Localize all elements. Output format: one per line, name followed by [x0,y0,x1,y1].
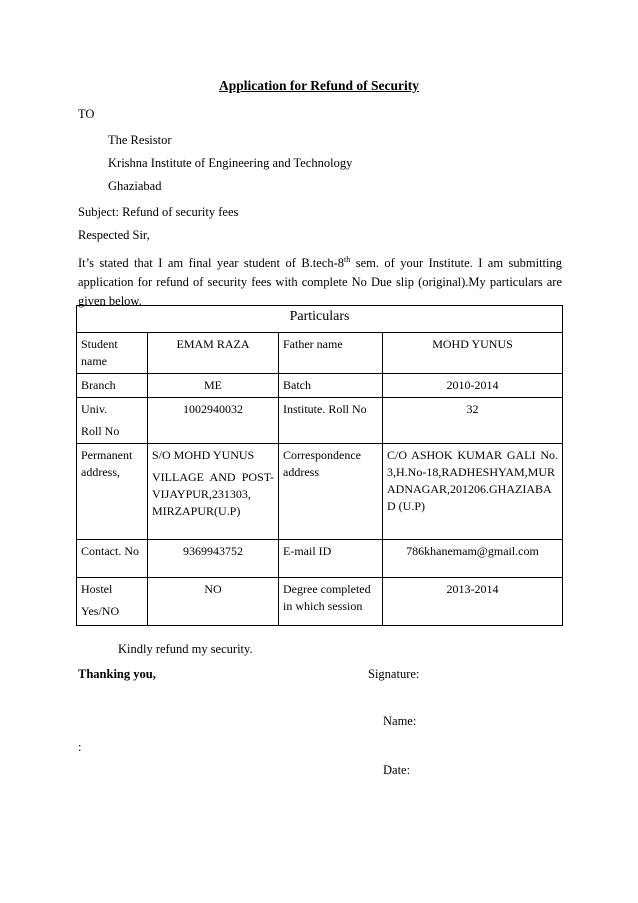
degree-session-label: Degree completed in which session [279,578,383,626]
univ-label: Univ. [81,402,108,416]
permanent-address-line-2: VILLAGE AND POST-VIJAYPUR,231303, MIRZAPUR(U.P) [152,470,274,518]
institute-roll-value: 32 [383,398,563,444]
table-row [77,398,563,444]
table-row [77,540,563,578]
branch-value: ME [148,374,279,398]
contact-value: 9369943752 [148,540,279,578]
addressee-line-3: Ghaziabad [108,179,162,193]
contact-label: Contact. No [77,540,148,578]
hostel-label-line-2: Yes/NO [81,604,120,618]
father-name-value: MOHD YUNUS [383,333,563,374]
subject-line: Subject: Refund of security fees [78,205,239,219]
hostel-label [77,578,148,626]
table-row [77,578,563,626]
body-paragraph: It’s stated that I am final year student of B.tech-8th sem. of your Institute. I am submitting application for refund of security fees with complete No Due slip (original).My particulars are given below. [78,255,563,309]
email-value: 786khanemam@gmail.com [383,540,563,578]
addressee-line-1: The Resistor [108,133,172,147]
batch-label: Batch [279,374,383,398]
permanent-address-label: Permanent address, [77,444,148,540]
student-name-value: EMAM RAZA [148,333,279,374]
addressee-line-2: Krishna Institute of Engineering and Technology [108,156,353,170]
kindly-refund-line: Kindly refund my security. [118,642,253,656]
univ-roll-label [77,398,148,444]
correspondence-address-value: C/O ASHOK KUMAR GALI No.3,H.No-18,RADHESHYAM,MURADNAGAR,201206.GHAZIABAD (U.P) [383,444,563,540]
institute-roll-label: Institute. Roll No [279,398,383,444]
permanent-address-line-1: S/O MOHD YUNUS [152,448,255,462]
hostel-value: NO [148,578,279,626]
table-row [77,374,563,398]
particulars-table [76,305,563,626]
hostel-label-line-1: Hostel [81,582,113,596]
roll-no-label: Roll No [81,424,120,438]
salutation: Respected Sir, [78,228,150,242]
table-heading: Particulars [77,306,563,333]
signature-label: Signature: [368,667,420,681]
document-title: Application for Refund of Security [218,78,419,93]
colon-mark: : [78,740,82,754]
date-label: Date: [383,763,411,777]
permanent-address-value [148,444,279,540]
name-label: Name: [383,714,417,728]
father-name-label: Father name [279,333,383,374]
univ-roll-value: 1002940032 [148,398,279,444]
correspondence-address-label: Correspondence address [279,444,383,540]
email-label: E-mail ID [279,540,383,578]
student-name-label: Student name [77,333,148,374]
table-header-row [77,306,563,333]
thanking-line: Thanking you, [78,667,156,681]
table-row [77,444,563,540]
branch-label: Branch [77,374,148,398]
degree-session-value: 2013-2014 [383,578,563,626]
batch-value: 2010-2014 [383,374,563,398]
table-row [77,333,563,374]
to-label: TO [78,107,95,121]
